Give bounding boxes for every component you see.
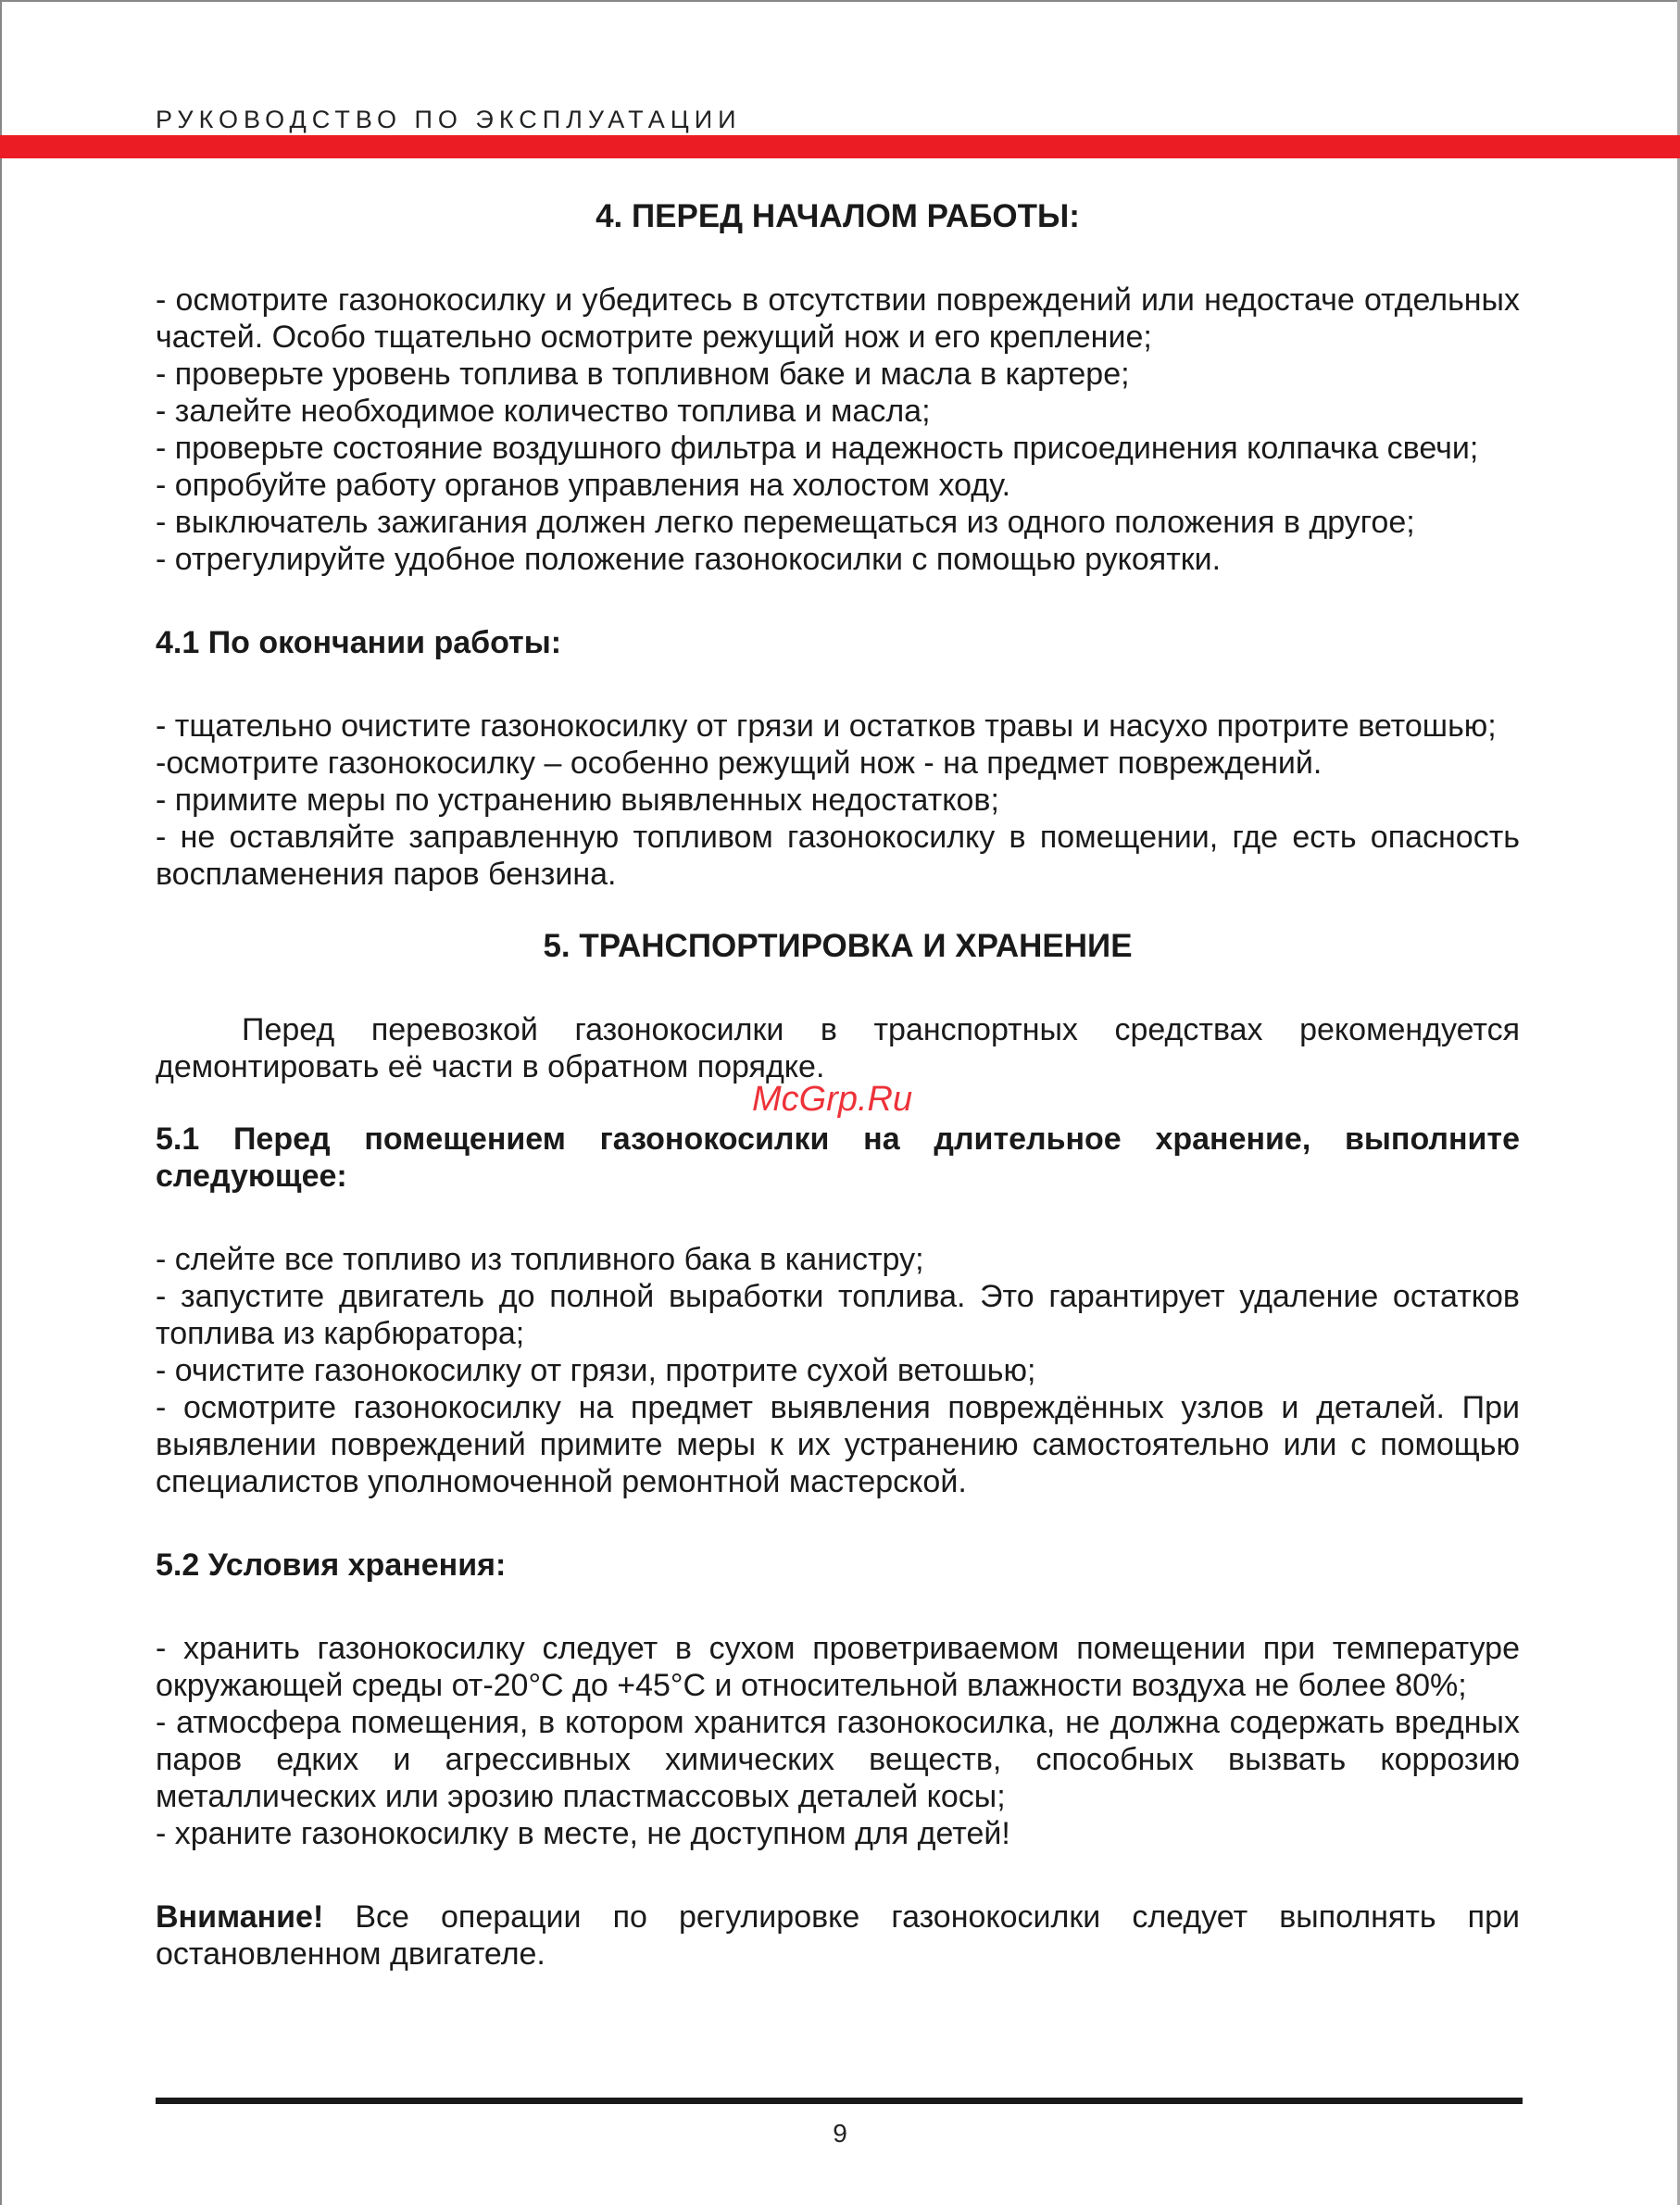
list-item: - проверьте состояние воздушного фильтра и надежность присоединения колпачка свечи;	[156, 431, 1479, 466]
list-item: -осмотрите газонокосилку – особенно режущий нож - на предмет повреждений.	[156, 745, 1323, 781]
warning-text: Все операции по регулировке газонокосилки следует выполнять при остановленном двигателе.	[156, 1899, 1520, 1972]
list-item: - отрегулируйте удобное положение газонокосилки с помощью рукоятки.	[156, 542, 1222, 577]
section-4-1-heading: 4.1 По окончании работы:	[156, 625, 562, 660]
list-item: - тщательно очистите газонокосилку от грязи и остатков травы и насухо протрите ветошью;	[156, 708, 1497, 744]
warning-label: Внимание!	[156, 1899, 324, 1935]
warning-paragraph	[156, 1898, 1520, 1973]
list-item: - залейте необходимое количество топлива и масла;	[156, 394, 931, 429]
list-item: - примите меры по устранению выявленных недостатков;	[156, 783, 999, 818]
page-border-top	[0, 0, 1680, 2]
list-item: - хранить газонокосилку следует в сухом проветриваемом помещении при температуре окружающей среды от-20°С до +45°С и относительной влажности воздуха не более 80%;	[156, 1631, 1520, 1703]
section-5-1-heading: 5.1 Перед помещением газонокосилки на длительное хранение, выполните следующее:	[156, 1121, 1520, 1194]
header-red-band	[0, 135, 1680, 158]
list-item: - опробуйте работу органов управления на холостом ходу.	[156, 468, 1011, 503]
footer-rule	[156, 2098, 1523, 2104]
page-border-left	[0, 0, 2, 2205]
watermark: McGrp.Ru	[752, 1080, 913, 1119]
section-5-2-heading: 5.2 Условия хранения:	[156, 1547, 507, 1583]
list-item: - не оставляйте заправленную топливом газонокосилку в помещении, где есть опасность воспламенения паров бензина.	[156, 820, 1520, 892]
list-item: - осмотрите газонокосилку и убедитесь в отсутствии повреждений или недостаче отдельных частей. Особо тщательно осмотрите режущий нож и его крепление;	[156, 282, 1520, 355]
list-item: - осмотрите газонокосилку на предмет выявления повреждённых узлов и деталей. При выявлении повреждений примите меры к их устранению самостоятельно или с помощью специалистов уполномоченной ремонтной мастерской.	[156, 1390, 1520, 1499]
list-item: - проверьте уровень топлива в топливном баке и масла в картере;	[156, 357, 1130, 392]
list-item: - атмосфера помещения, в котором хранится газонокосилка, не должна содержать вредных паров едких и агрессивных химических веществ, способных вызвать коррозию металлических или эрозию пластмассовых деталей косы;	[156, 1705, 1520, 1814]
page-number: 9	[833, 2119, 847, 2148]
section-5-intro: Перед перевозкой газонокосилки в транспортных средствах рекомендуется демонтировать её части в обратном порядке.	[156, 1012, 1520, 1084]
list-item: - очистите газонокосилку от грязи, протрите сухой ветошью;	[156, 1353, 1036, 1388]
section-4-heading: 4. ПЕРЕД НАЧАЛОМ РАБОТЫ:	[596, 198, 1080, 234]
running-header: РУКОВОДСТВО ПО ЭКСПЛУАТАЦИИ	[156, 106, 742, 133]
list-item: - слейте все топливо из топливного бака в канистру;	[156, 1242, 924, 1277]
list-item: - запустите двигатель до полной выработки топлива. Это гарантирует удаление остатков топлива из карбюратора;	[156, 1279, 1520, 1351]
list-item: - храните газонокосилку в месте, не доступном для детей!	[156, 1816, 1010, 1851]
section-5-heading: 5. ТРАНСПОРТИРОВКА И ХРАНЕНИЕ	[543, 928, 1133, 964]
list-item: - выключатель зажигания должен легко перемещаться из одного положения в другое;	[156, 505, 1415, 540]
